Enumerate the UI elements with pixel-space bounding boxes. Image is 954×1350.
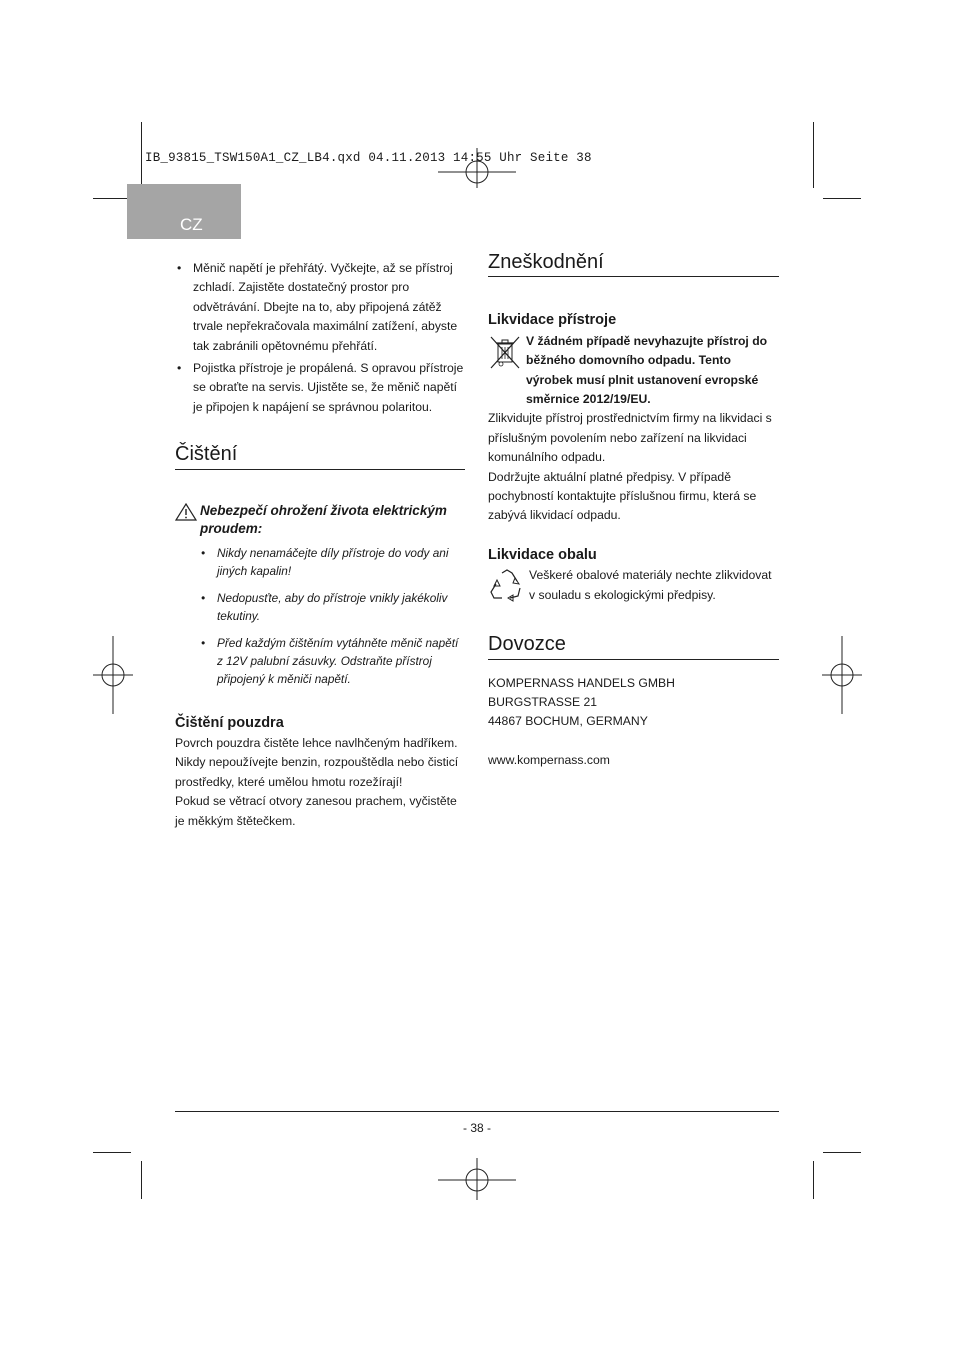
- list-item: • Před každým čištěním vytáhněte měnič napětí z 12V palubní zásuvky. Odstraňte přístroj připojený k měniči napětí.: [199, 634, 465, 688]
- packaging-disposal-text: Veškeré obalové materiály nechte zlikvidovat v souladu s ekologickými předpisy.: [529, 568, 772, 602]
- language-label: CZ: [180, 215, 203, 234]
- recycle-icon: [488, 568, 526, 602]
- file-slug: IB_93815_TSW150A1_CZ_LB4.qxd 04.11.2013 14:55 Uhr Seite 38: [145, 151, 592, 165]
- warning-triangle-icon: [175, 503, 197, 521]
- warning-title: Nebezpečí ohrožení života elektrickým proudem:: [200, 502, 447, 536]
- registration-mark-icon: [93, 636, 133, 714]
- address-line: BURGSTRASSE 21: [488, 694, 598, 709]
- list-item: • Pojistka přístroje je propálená. S opravou přístroje se obraťte na servis. Ujistěte se, že měnič napětí je připojen k napájení se správnou polaritou.: [175, 359, 465, 417]
- housing-text: Povrch pouzdra čistěte lehce navlhčeným hadříkem. Nikdy nepoužívejte benzin, rozpouštědla nebo čisticí prostředky, které umělou hmotu rozežírají!: [175, 736, 459, 789]
- disposal-heading: Zneškodnění: [488, 253, 779, 277]
- device-disposal-text: Zlikvidujte přístroj prostřednictvím firmy na likvidaci s příslušným povolením nebo zařízení na likvidaci komunálního odpadu.: [488, 411, 772, 465]
- left-column: [175, 259, 465, 831]
- registration-mark-icon: [822, 636, 862, 714]
- packaging-disposal-block: [488, 566, 779, 605]
- device-disposal-text: Dodržujte aktuální platné předpisy. V případě pochybností kontaktujte příslušnou firmu, která se zabývá likvidací odpadu.: [488, 469, 757, 523]
- registration-mark-icon: [438, 1158, 516, 1200]
- crossed-bin-icon: [488, 334, 522, 372]
- list-item: • Nikdy nenamáčejte díly přístroje do vody ani jiných kapalin!: [199, 544, 465, 580]
- right-column: [488, 253, 779, 770]
- device-disposal-block: [488, 332, 779, 410]
- device-disposal-warning: V žádném případě nevyhazujte přístroj do běžného domovního odpadu. Tento výrobek musí plnit ustanovení evropské směrnice 2012/19/EU.: [526, 333, 768, 407]
- address-line: 44867 BOCHUM, GERMANY: [488, 714, 648, 729]
- website-link[interactable]: www.kompernass.com: [488, 752, 610, 767]
- page-number: - 38 -: [462, 1121, 491, 1135]
- address-line: KOMPERNASS HANDELS GMBH: [488, 675, 675, 690]
- importer-address: [488, 674, 779, 771]
- language-tab: [127, 184, 241, 239]
- troubleshooting-list: [175, 259, 465, 417]
- importer-heading: Dovozce: [488, 635, 779, 659]
- footer-rule: [175, 1111, 779, 1112]
- housing-text: Pokud se větrací otvory zanesou prachem, vyčistěte je měkkým štětečkem.: [175, 794, 457, 828]
- list-item: • Měnič napětí je přehřátý. Vyčkejte, až se přístroj zchladí. Zajistěte dostatečný prostor pro odvětrávání. Dbejte na to, aby připojená zátěž trvale nepřekračovala maximální zatížení, abyste tak zabránili opětovnému přehřátí.: [175, 259, 465, 356]
- list-item: • Nedopusťte, aby do přístroje vnikly jakékoliv tekutiny.: [199, 589, 465, 625]
- packaging-disposal-heading: Likvidace obalu: [488, 546, 597, 563]
- warning-block: [175, 502, 465, 538]
- device-disposal-heading: Likvidace přístroje: [488, 312, 617, 329]
- warning-list: [199, 544, 465, 688]
- cleaning-heading: Čištění: [175, 445, 465, 469]
- housing-cleaning-heading: Čištění pouzdra: [175, 714, 284, 731]
